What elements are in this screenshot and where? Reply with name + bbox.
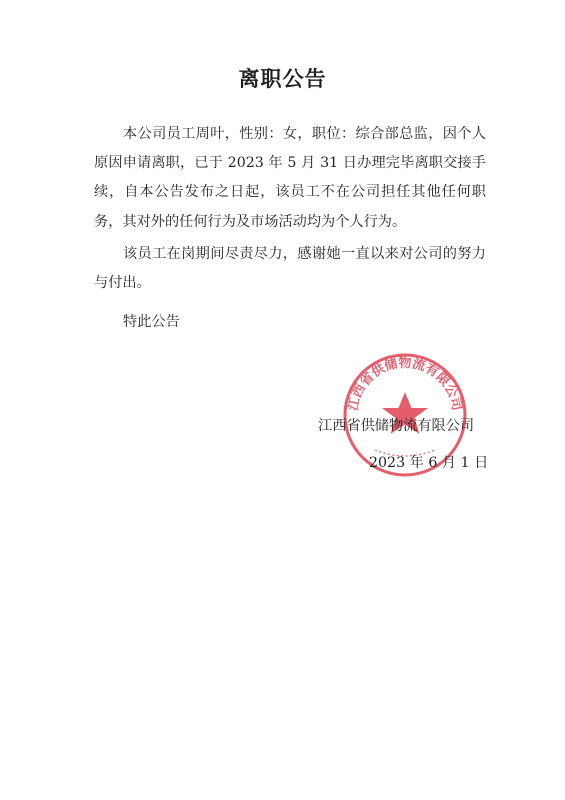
company-signature: 江西省供储物流有限公司 <box>318 418 475 434</box>
notice-title: 离职公告 <box>238 67 327 91</box>
seal-text: 江西省供储物流有限公司 <box>345 356 465 413</box>
notice-date: 2023 年 6 月 1 日 <box>369 455 489 471</box>
notice-closing: 特此公告 <box>123 314 180 330</box>
notice-paragraph-1: 本公司员工周叶，性别：女，职位：综合部总监，因个人原因申请离职，已于 2023 年 5 月 31 日办理完毕离职交接手续，自本公告发布之日起，该员工不在公司担任其他任何职务，其对外的任何行为及市场活动均为个人行为。 <box>94 126 486 230</box>
notice-paragraph-2: 该员工在岗期间尽责尽力，感谢她一直以来对公司的努力与付出。 <box>94 246 486 292</box>
